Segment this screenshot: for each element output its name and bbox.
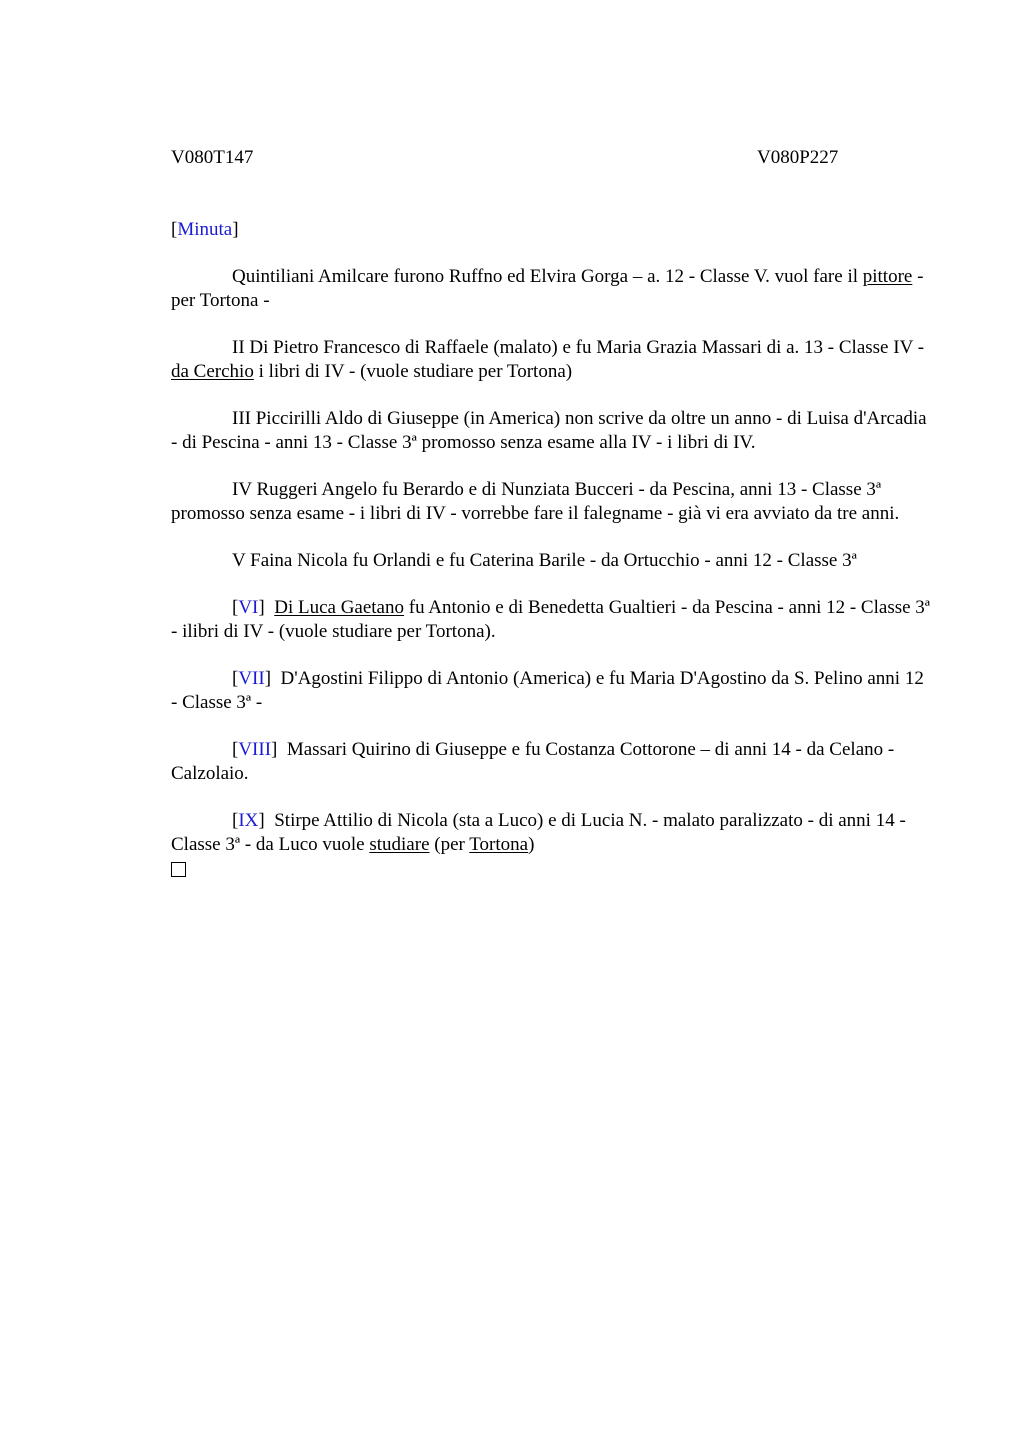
entry-text: Quintiliani Amilcare furono Ruffno ed Elvira Gorga – a. 12 - Classe V. vuol fare il	[232, 266, 863, 287]
entry-underlined-text: studiare	[369, 834, 430, 855]
entry-text: - per Tortona -	[171, 266, 924, 311]
document-page	[171, 146, 931, 877]
entry-9	[171, 809, 931, 857]
entry-6	[171, 596, 931, 644]
bracket-close: ]	[264, 668, 272, 689]
entry-3	[171, 407, 931, 455]
entry-text: IV Ruggeri Angelo fu Berardo e di Nunziata Bucceri - da Pescina, anni 13 - Classe 3ª promosso senza esame - i libri di IV - vorrebbe fare il falegname - già vi era avviato da tre anni.	[171, 479, 900, 524]
entry-underlined-text: pittore	[862, 266, 913, 287]
entry-2	[171, 336, 931, 384]
bracket-open: [	[232, 668, 239, 689]
entry-number: VIII	[238, 739, 272, 760]
entry-1	[171, 265, 931, 313]
bracket-close: ]	[271, 739, 278, 760]
minuta-label: Minuta	[177, 219, 233, 240]
bracket-open: [	[171, 219, 178, 240]
entry-text: V Faina Nicola fu Orlandi e fu Caterina Barile - da Ortucchio - anni 12 - Classe 3ª	[232, 550, 857, 571]
entry-number: IX	[238, 810, 259, 831]
entry-text: II Di Pietro Francesco di Raffaele (malato) e fu Maria Grazia Massari di a. 13 - Classe IV -	[232, 337, 925, 358]
entry-number: VI	[238, 597, 259, 618]
entry-text: fu Antonio e di Benedetta Gualtieri - da Pescina - anni 12 - Classe 3ª - ilibri di IV - (vuole studiare per Tortona).	[171, 597, 931, 642]
entry-text: III Piccirilli Aldo di Giuseppe (in America) non scrive da oltre un anno - di Luisa d'Arcadia - di Pescina - anni 13 - Classe 3ª promosso senza esame alla IV - i libri di IV.	[171, 408, 927, 453]
bracket-open: [	[232, 597, 239, 618]
entry-7	[171, 667, 931, 715]
entry-text: )	[528, 834, 535, 855]
entry-underlined-text: Tortona	[469, 834, 529, 855]
editorial-note	[171, 218, 931, 242]
bracket-open: [	[232, 810, 239, 831]
bracket-close: ]	[232, 219, 239, 240]
bracket-open: [	[232, 739, 239, 760]
entry-underlined-text: da Cerchio	[171, 361, 254, 382]
entry-4	[171, 478, 931, 526]
entry-text: i libri di IV - (vuole studiare per Tortona)	[253, 361, 573, 382]
entry-text: (per	[429, 834, 470, 855]
document-code-right: V080P227	[757, 147, 839, 168]
entry-underlined-text: Di Luca Gaetano	[274, 597, 404, 618]
header-codes	[171, 146, 931, 170]
entry-text: Massari Quirino di Giuseppe e fu Costanza Cottorone – di anni 14 - da Celano - Calzolaio.	[171, 739, 895, 784]
entry-8	[171, 738, 931, 786]
bracket-close: ]	[258, 597, 265, 618]
entry-number: VII	[238, 668, 265, 689]
entry-5	[171, 549, 931, 573]
entry-text: D'Agostini Filippo di Antonio (America) e fu Maria D'Agostino da S. Pelino anni 12 - Classe 3ª -	[171, 668, 924, 713]
entry-text: Stirpe Attilio di Nicola (sta a Luco) e di Lucia N. - malato paralizzato - di anni 14 - Classe 3ª - da Luco vuole	[171, 810, 906, 855]
bracket-close: ]	[258, 810, 265, 831]
document-code-left: V080T147	[171, 147, 254, 168]
end-box-icon	[171, 862, 186, 877]
